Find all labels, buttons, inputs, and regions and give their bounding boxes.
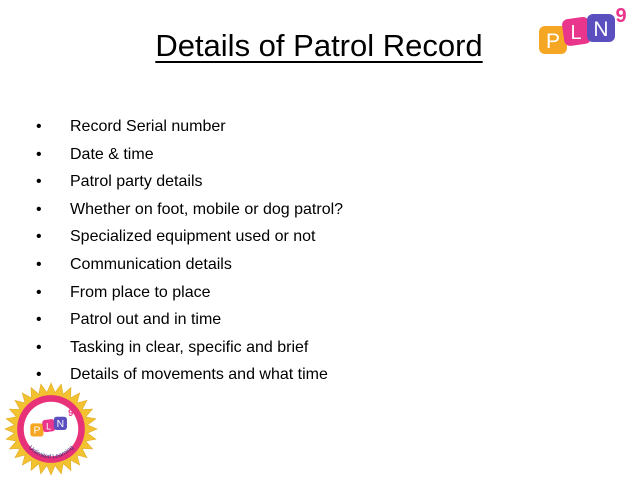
bullet-dot: •	[36, 255, 42, 273]
bullet-dot: •	[36, 118, 42, 135]
bullet-dot: •	[36, 145, 42, 163]
bullet-dot: •	[36, 283, 42, 301]
bullet-dot: •	[36, 200, 42, 218]
slide-title-text: Details of Patrol Record	[155, 28, 483, 63]
seal-ring-text: Unlimited Learning	[27, 444, 75, 461]
bullet-dot: •	[36, 228, 42, 246]
bullet-text: Details of movements and what time	[70, 366, 328, 384]
bullet-text: Patrol party details	[70, 173, 203, 191]
bullet-text: Patrol out and in time	[70, 311, 222, 329]
pln9-seal	[4, 382, 98, 476]
bullet-dot: •	[36, 366, 42, 384]
bullet-text: Whether on foot, mobile or dog patrol?	[70, 200, 344, 218]
seal-letter-9: 9	[68, 406, 74, 418]
seal-letter-l: L	[46, 420, 52, 432]
bullet-text: Tasking in clear, specific and brief	[70, 338, 309, 356]
bullet-text: Record Serial number	[70, 118, 226, 135]
bullet-text: From place to place	[70, 283, 211, 301]
bullet-dot: •	[36, 338, 42, 356]
logo-tile-n	[587, 14, 615, 42]
seal-letter-n: N	[56, 419, 65, 431]
bullet-text: Specialized equipment used or not	[70, 228, 316, 246]
logo-letter-n: N	[593, 18, 609, 41]
bullet-dot: •	[36, 311, 42, 329]
bullet-text: Date & time	[70, 145, 154, 163]
logo-letter-p: P	[545, 30, 561, 53]
logo-letter-l: L	[570, 22, 582, 44]
pln9-logo	[535, 4, 635, 60]
seal-letter-p: P	[33, 425, 41, 437]
bullet-text: Communication details	[70, 255, 232, 273]
logo-letter-9: 9	[615, 5, 627, 27]
bullet-dot: •	[36, 173, 42, 191]
